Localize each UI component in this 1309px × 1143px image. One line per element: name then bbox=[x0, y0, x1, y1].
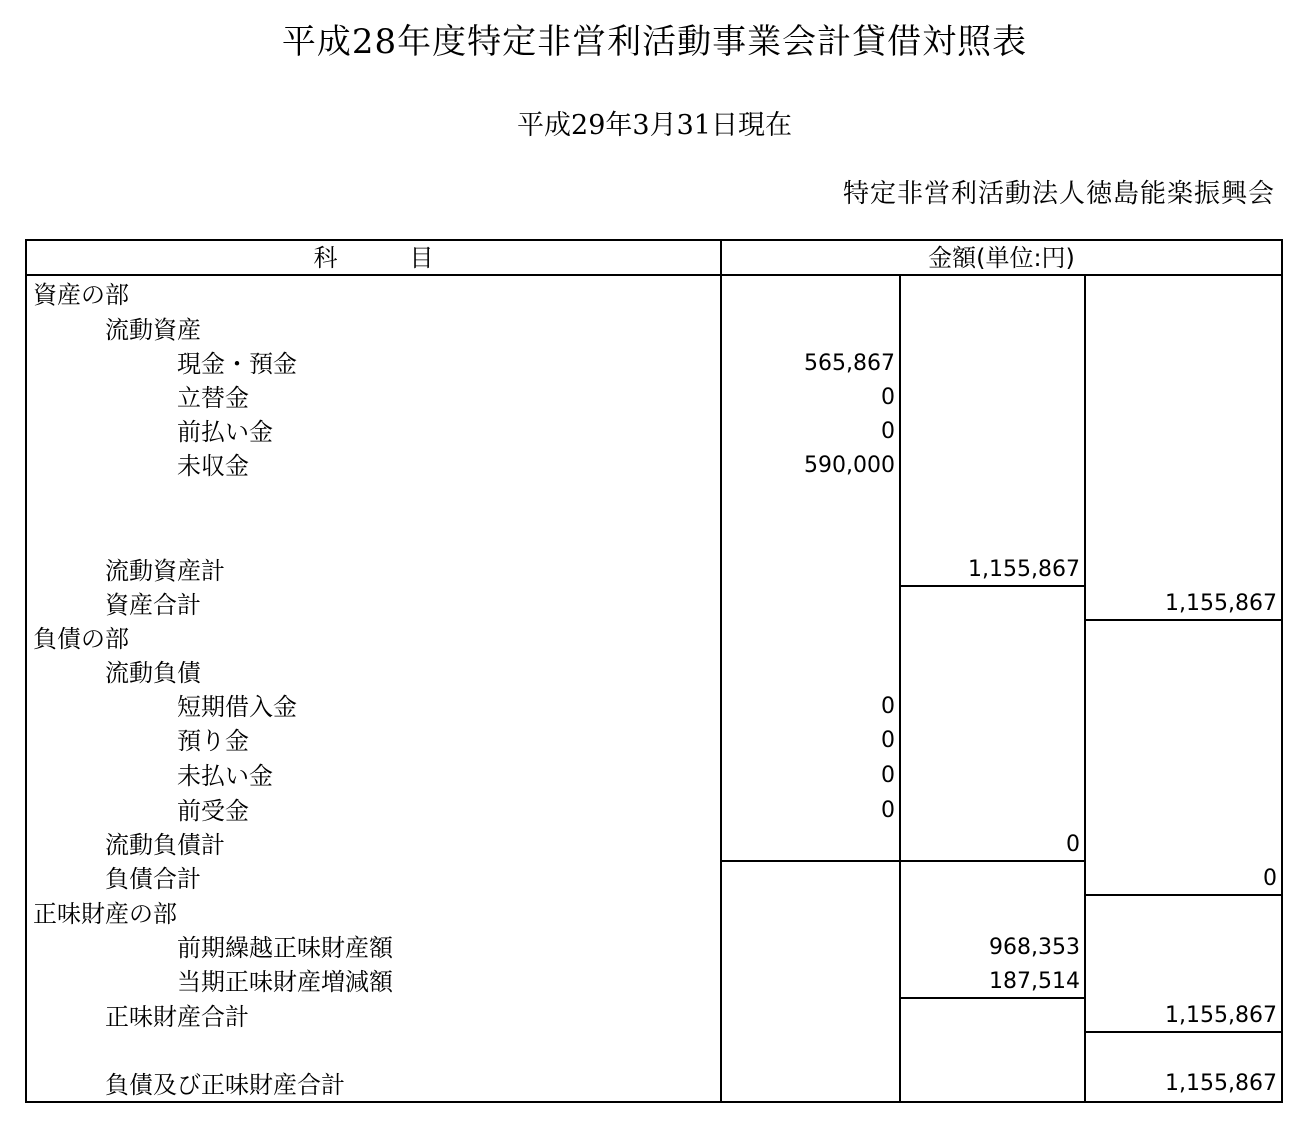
row-label-deposits-received: 預り金 bbox=[177, 727, 249, 755]
as-of-date: 平成29年3月31日現在 bbox=[517, 110, 792, 141]
document-title: 平成28年度特定非営利活動事業会計貸借対照表 bbox=[281, 22, 1028, 62]
row-label-accrued-payables: 未払い金 bbox=[177, 762, 273, 790]
table-border-right bbox=[1281, 239, 1283, 1103]
row-label-current-liabilities-subtotal: 流動負債計 bbox=[105, 831, 225, 859]
row-label-liabilities-section: 負債の部 bbox=[33, 625, 129, 653]
row-value-short-term-loans: 0 bbox=[881, 694, 895, 719]
row-label-current-assets: 流動資産 bbox=[105, 316, 201, 344]
amount-col2-divider bbox=[1084, 274, 1086, 1103]
row-label-net-assets-total: 正味財産合計 bbox=[105, 1003, 249, 1031]
row-label-assets-section: 資産の部 bbox=[33, 281, 129, 309]
row-label-current-liabilities: 流動負債 bbox=[105, 659, 201, 687]
row-label-short-term-loans: 短期借入金 bbox=[177, 693, 297, 721]
row-label-advances-paid: 立替金 bbox=[177, 384, 249, 412]
row-label-net-assets-brought-forward: 前期繰越正味財産額 bbox=[177, 934, 393, 962]
row-value-cash-deposits: 565,867 bbox=[804, 351, 895, 376]
row-label-net-assets-change: 当期正味財産増減額 bbox=[177, 968, 393, 996]
row-value-total-assets: 1,155,867 bbox=[1165, 591, 1277, 616]
row-label-total-liabilities: 負債合計 bbox=[105, 865, 201, 893]
header-subject: 科 目 bbox=[313, 244, 434, 272]
row-value-net-assets-brought-forward: 968,353 bbox=[989, 935, 1080, 960]
row-value-liabilities-net-assets-total: 1,155,867 bbox=[1165, 1071, 1277, 1096]
table-border-left bbox=[25, 239, 27, 1103]
row-label-prepaid: 前払い金 bbox=[177, 418, 273, 446]
row-label-cash-deposits: 現金・預金 bbox=[177, 350, 297, 378]
row-label-receivables: 未収金 bbox=[177, 452, 249, 480]
row-value-prepaid: 0 bbox=[881, 419, 895, 444]
row-label-liabilities-net-assets-total: 負債及び正味財産合計 bbox=[105, 1071, 345, 1099]
header-amount: 金額(単位:円) bbox=[928, 244, 1075, 272]
row-label-advances-received: 前受金 bbox=[177, 797, 249, 825]
row-value-accrued-payables: 0 bbox=[881, 763, 895, 788]
row-value-deposits-received: 0 bbox=[881, 728, 895, 753]
organization-name: 特定非営利活動法人徳島能楽振興会 bbox=[842, 179, 1275, 209]
row-label-net-assets-section: 正味財産の部 bbox=[33, 900, 177, 928]
row-value-net-assets-total: 1,155,867 bbox=[1165, 1003, 1277, 1028]
row-value-advances-received: 0 bbox=[881, 798, 895, 823]
row-value-advances-paid: 0 bbox=[881, 385, 895, 410]
row-value-current-assets-subtotal: 1,155,867 bbox=[968, 557, 1080, 582]
row-label-current-assets-subtotal: 流動資産計 bbox=[105, 557, 225, 585]
row-value-receivables: 590,000 bbox=[804, 453, 895, 478]
row-value-total-liabilities: 0 bbox=[1263, 866, 1277, 891]
row-value-current-liabilities-subtotal: 0 bbox=[1066, 832, 1080, 857]
row-value-net-assets-change: 187,514 bbox=[989, 969, 1080, 994]
row-label-total-assets: 資産合計 bbox=[105, 591, 201, 619]
